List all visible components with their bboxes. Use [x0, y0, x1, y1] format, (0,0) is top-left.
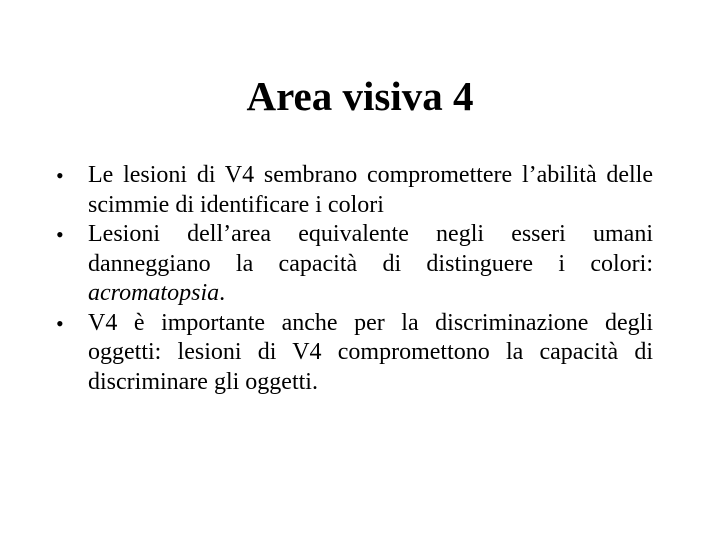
bullet-text: Lesioni dell’area equivalente negli esseri umani danneggiano la capacità di distinguere i colori: [88, 221, 653, 277]
bullet-marker: • [56, 163, 64, 188]
bullet-item [56, 161, 653, 220]
bullet-marker: • [56, 222, 64, 247]
bullet-item [56, 220, 653, 309]
bullet-item [56, 309, 653, 398]
bullet-emphasis: acromatopsia [88, 280, 220, 306]
bullet-text: V4 è importante anche per la discriminazione degli oggetti: lesioni di V4 compromettono la capacità di discriminare gli oggetti. [88, 309, 653, 395]
slide-title: Area visiva 4 [246, 73, 474, 119]
bullet-marker: • [56, 310, 64, 336]
bullet-suffix: . [219, 280, 226, 306]
bullet-text: Le lesioni di V4 sembrano compromettere l’abilità delle scimmie di identificare i colori [88, 162, 653, 218]
bullet-list [56, 161, 653, 397]
